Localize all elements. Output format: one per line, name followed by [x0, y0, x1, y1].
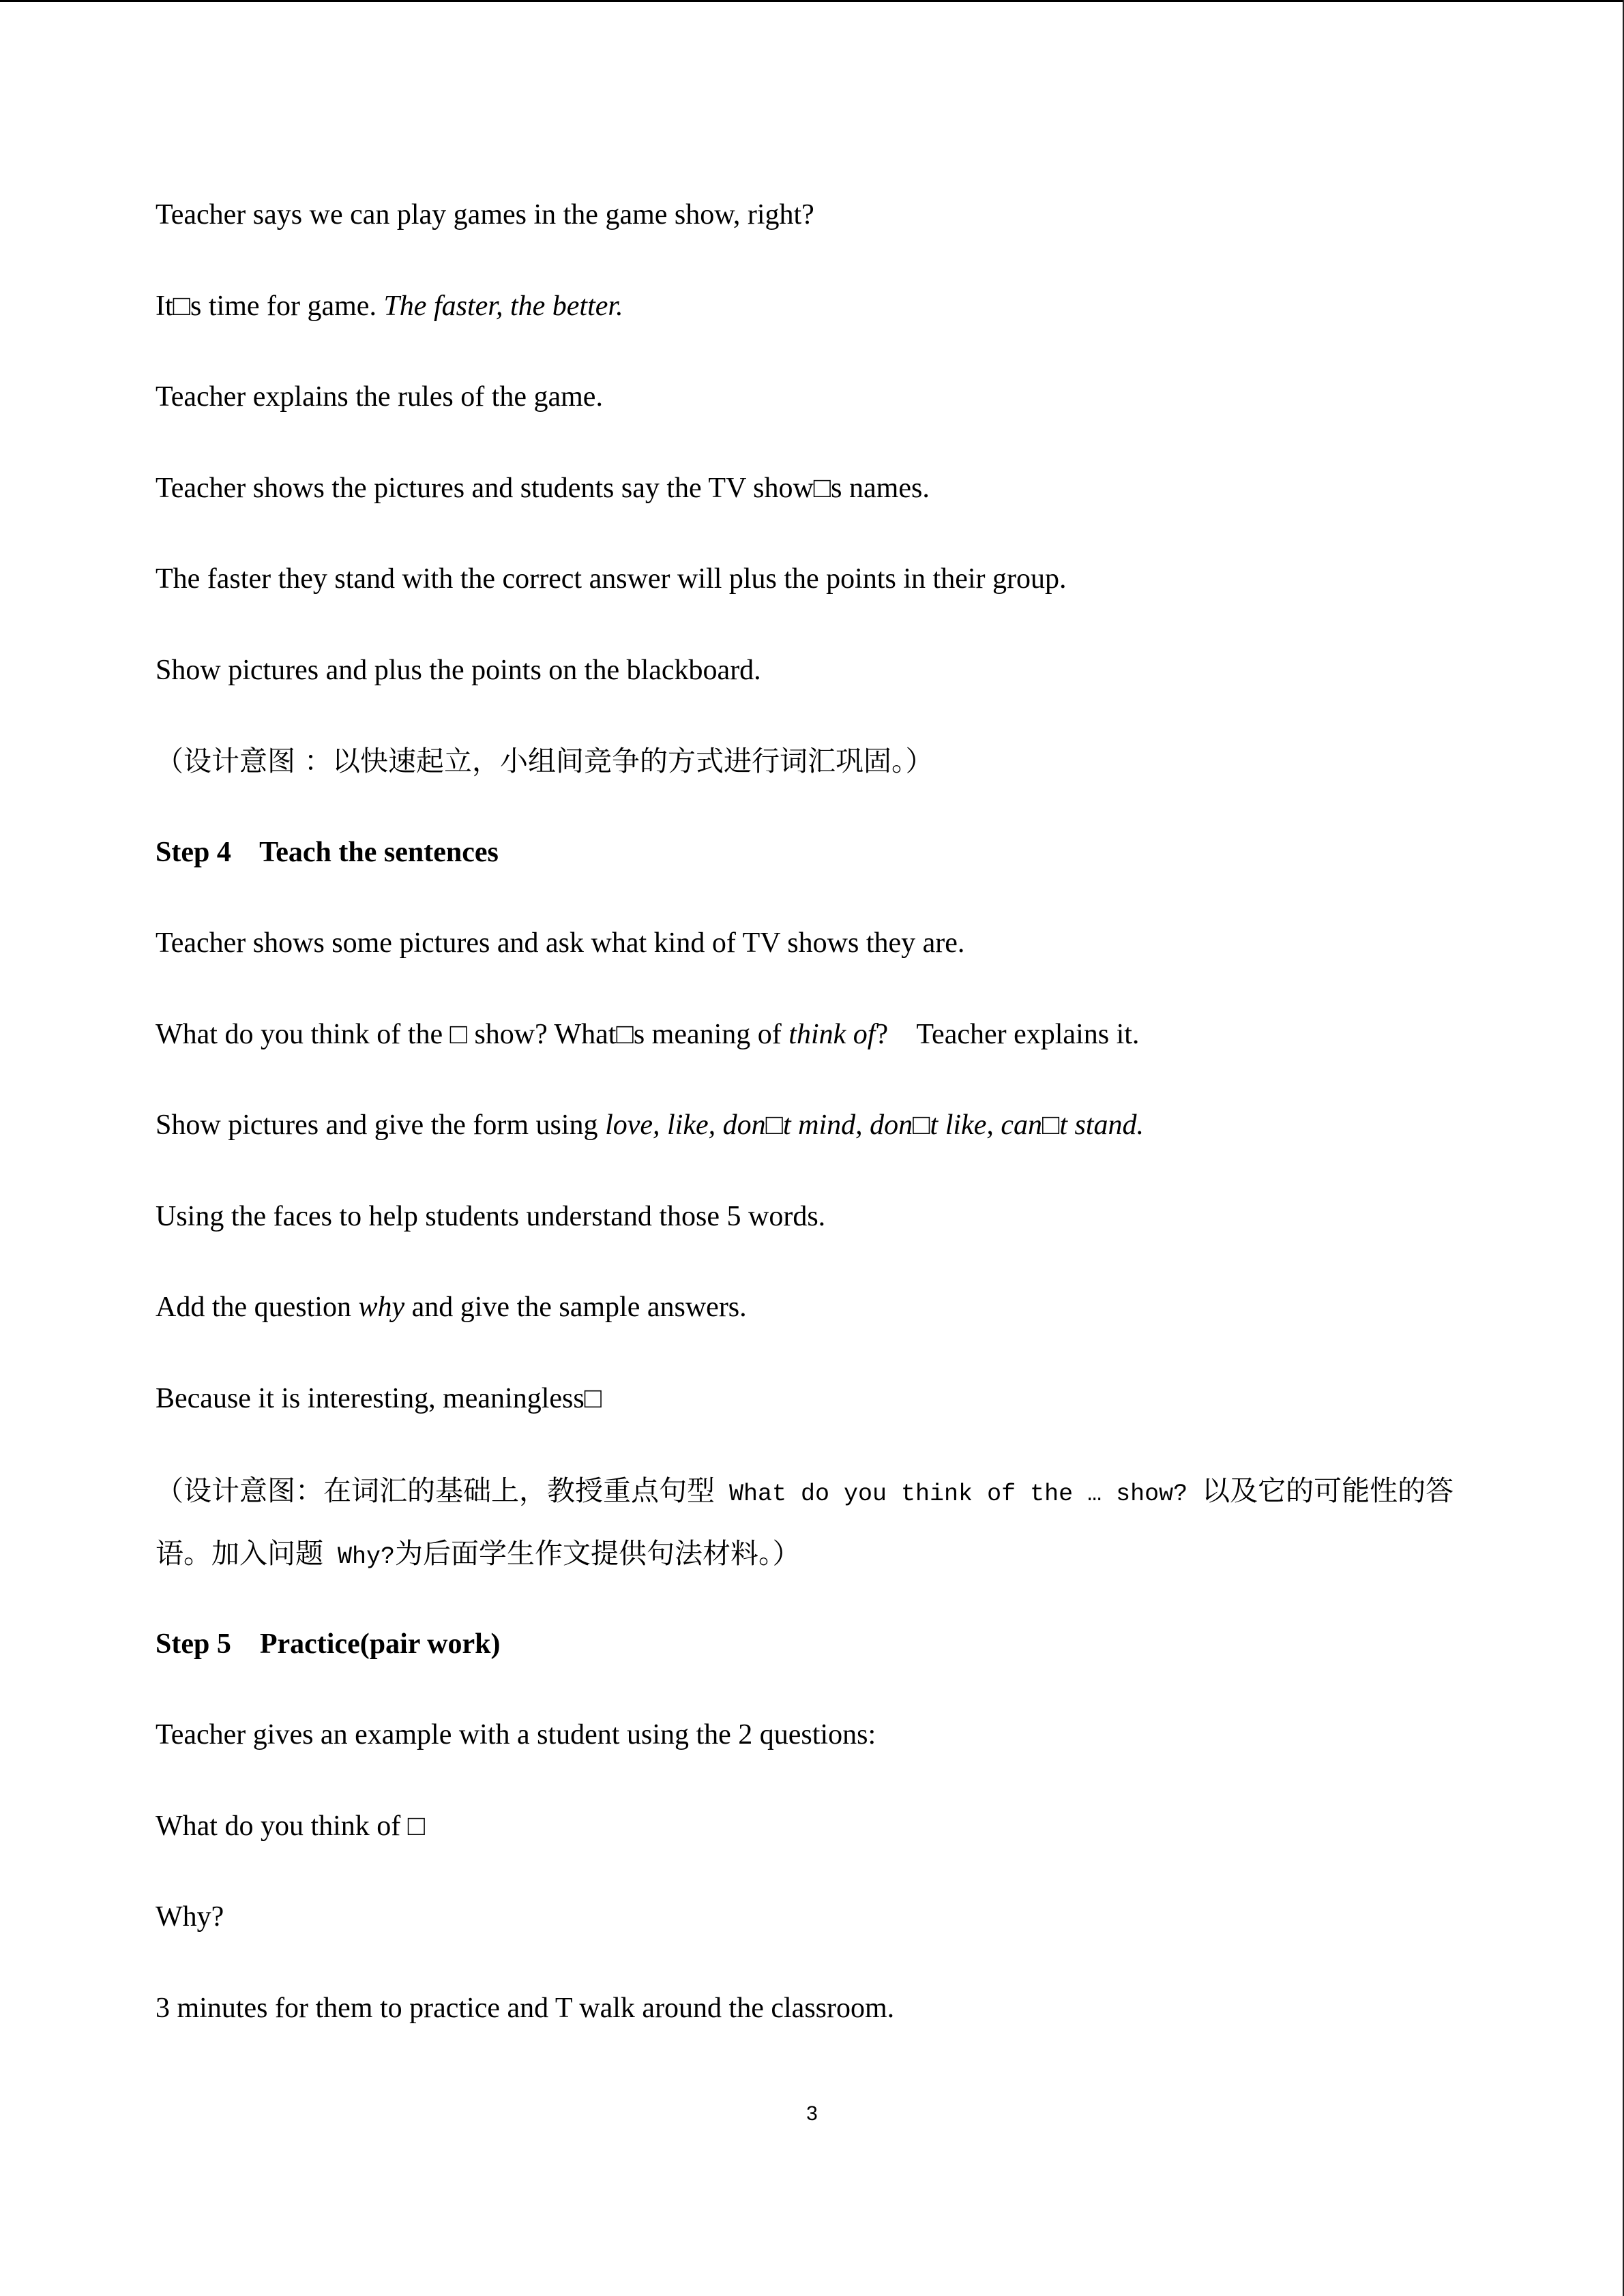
page-number: 3: [806, 2102, 818, 2125]
design-note-chinese: 语。加入问题: [156, 1536, 323, 1570]
practice-time-line: 3 minutes for them to practice and T walk around the classroom.: [156, 1992, 895, 2024]
design-intent-note: （设计意图 ：以快速起立，小组间竞争的方式进行词汇巩固。）: [156, 745, 934, 777]
why-after-text: and give the sample answers.: [404, 1292, 747, 1323]
design-note-chinese: 为后面学生作文提供句法材料。）: [395, 1536, 801, 1570]
question-two-line: Why?: [156, 1901, 224, 1933]
game-show-question: Teacher says we can play games in the game show, right?: [156, 199, 814, 230]
design-note-chinese: （设计意图：在词汇的基础上，教授重点句型: [156, 1474, 715, 1507]
design-note-chinese: 以及它的可能性的答: [1202, 1474, 1454, 1507]
design-note-line-1: [156, 1459, 1479, 1522]
opinion-words-italic: love, like, don□t mind, don□t like, can□t stand.: [605, 1109, 1145, 1141]
design-note-english: Why?: [323, 1542, 396, 1570]
step-5-heading: Step 5 Practice(pair work): [156, 1628, 501, 1660]
step-4-section: [156, 807, 1479, 1599]
design-note-english: What do you think of the … show?: [715, 1480, 1202, 1508]
opinion-words-line: [156, 1080, 1479, 1172]
blackboard-points-line: Show pictures and plus the points on the blackboard.: [156, 654, 761, 686]
why-italic: why: [358, 1292, 405, 1323]
think-of-after-text: ? Teacher explains it.: [875, 1018, 1140, 1050]
sample-answer-line: Because it is interesting, meaningless□: [156, 1382, 602, 1414]
scoring-rule-line: The faster they stand with the correct answer will plus the points in their group.: [156, 563, 1067, 595]
why-question-line: [156, 1262, 1479, 1354]
question-one-line: What do you think of □: [156, 1810, 426, 1842]
page-content: [156, 170, 1479, 2054]
opinion-words-text: Show pictures and give the form using: [156, 1109, 606, 1141]
design-intent-note-step-4: [156, 1444, 1479, 1599]
faces-help-line: Using the faces to help students understand those 5 words.: [156, 1200, 826, 1232]
design-note-line-2: [156, 1522, 1479, 1585]
game-section: [156, 170, 1479, 807]
sentence-pictures-line: Teacher shows some pictures and ask what kind of TV shows they are.: [156, 927, 965, 959]
tv-show-names-line: Teacher shows the pictures and students say the TV show□s names.: [156, 472, 930, 504]
think-of-italic: think of: [788, 1018, 876, 1050]
game-slogan-italic: The faster, the better.: [383, 290, 623, 322]
why-question-text: Add the question: [156, 1292, 359, 1323]
example-dialogue-line: Teacher gives an example with a student using the 2 questions:: [156, 1719, 876, 1750]
game-time-line: [156, 261, 1479, 353]
think-of-question-text: What do you think of the □ show? What□s meaning of: [156, 1018, 789, 1050]
rules-explanation-line: Teacher explains the rules of the game.: [156, 381, 603, 413]
game-time-text: It□s time for game.: [156, 290, 384, 322]
top-border-line: [0, 0, 1624, 2]
step-4-heading: Step 4 Teach the sentences: [156, 836, 499, 868]
step-5-section: [156, 1599, 1479, 2055]
think-of-question-line: [156, 989, 1479, 1081]
